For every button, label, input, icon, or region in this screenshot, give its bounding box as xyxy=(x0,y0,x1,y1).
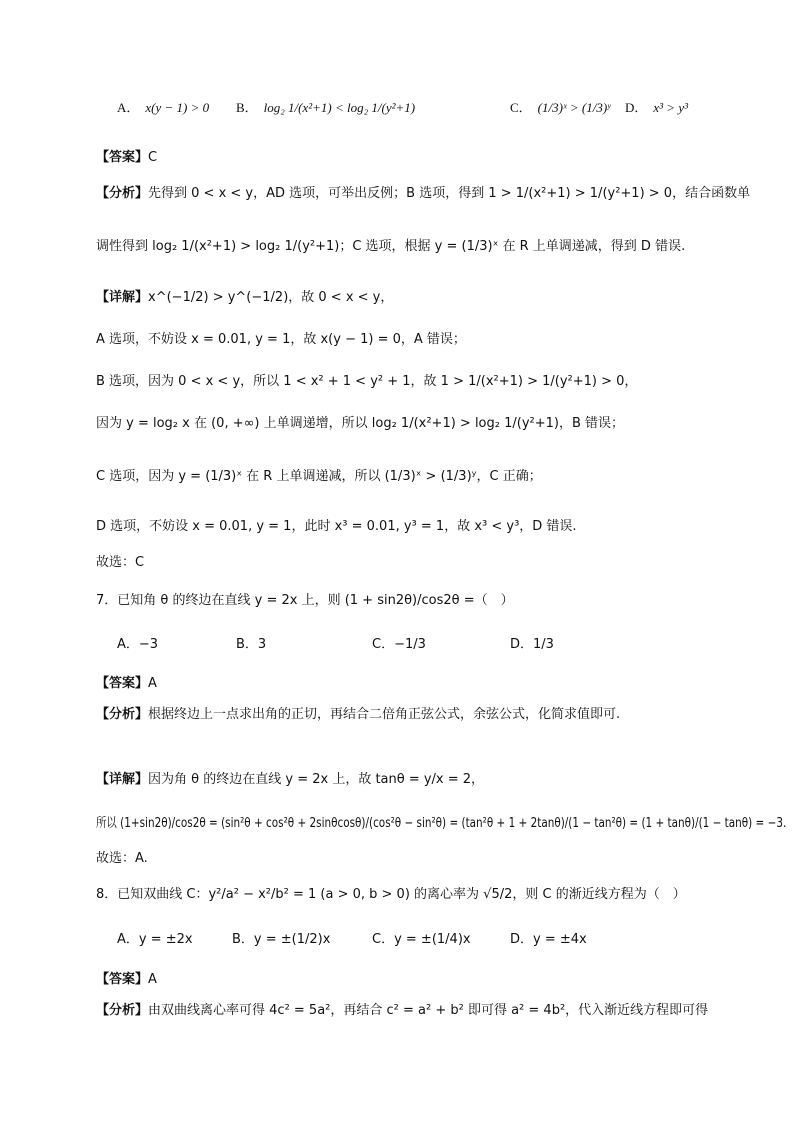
q6-option-d: D． x³ > y³ xyxy=(625,100,688,115)
q6-detail-line-2: A 选项，不妨设 x = 0.01, y = 1，故 x(y − 1) = 0，A 错误； xyxy=(96,332,466,347)
q7-choose: 故选：A. xyxy=(96,851,148,866)
q8-answer: 【答案】A xyxy=(96,972,157,987)
q6-answer: 【答案】C xyxy=(96,150,158,165)
q7-detail-line-1: 【详解】因为角 θ 的终边在直线 y = 2x 上，故 tanθ = y/x = 2， xyxy=(96,772,485,787)
q8-stem: 8．已知双曲线 C：y²/a² − x²/b² = 1 (a > 0, b > 0) 的离心率为 √5/2，则 C 的渐近线方程为（ ） xyxy=(96,887,686,902)
q7-option-d: D．1/3 xyxy=(510,637,554,652)
q8-option-d: D．y = ±4x xyxy=(510,932,587,947)
q6-detail-line-3: B 选项，因为 0 < x < y，所以 1 < x² + 1 < y² + 1，故 1 > 1/(x²+1) > 1/(y²+1) > 0， xyxy=(96,374,638,389)
q7-stem: 7．已知角 θ 的终边在直线 y = 2x 上，则 (1 + sin2θ)/cos2θ =（ ） xyxy=(96,593,514,608)
q8-option-c: C．y = ±(1/4)x xyxy=(372,932,471,947)
q7-option-c: C．−1/3 xyxy=(372,637,426,652)
q7-option-b: B．3 xyxy=(236,637,267,652)
q7-detail-line-2: 所以 (1+sin2θ)/cos2θ = (sin²θ + cos²θ + 2sinθcosθ)/(cos²θ − sin²θ) = (tan²θ + 1 + 2tanθ)/(1 − tan²θ) = (1 + tanθ)/(1 − tanθ) = −3. xyxy=(96,816,787,831)
q6-choose: 故选：C xyxy=(96,555,145,570)
q6-detail-line-1: 【详解】x^(−1/2) > y^(−1/2)，故 0 < x < y， xyxy=(96,290,394,305)
q6-option-a: A． x(y − 1) > 0 xyxy=(117,100,210,115)
q7-answer: 【答案】A xyxy=(96,676,157,691)
q6-analysis-line-1: 【分析】先得到 0 < x < y，AD 选项，可举出反例；B 选项，得到 1 > 1/(x²+1) > 1/(y²+1) > 0，结合函数单 xyxy=(96,186,751,201)
q8-option-a: A．y = ±2x xyxy=(117,932,193,947)
q6-detail-line-5: C 选项，因为 y = (1/3)ˣ 在 R 上单调递减，所以 (1/3)ˣ > (1/3)ʸ，C 正确； xyxy=(96,469,542,484)
q6-option-c: C． (1/3)ˣ > (1/3)ʸ xyxy=(510,100,611,115)
q8-analysis: 【分析】由双曲线离心率可得 4c² = 5a²，再结合 c² = a² + b² 即可得 a² = 4b²，代入渐近线方程即可得 xyxy=(96,1003,709,1018)
q7-option-a: A．−3 xyxy=(117,637,159,652)
q8-option-b: B．y = ±(1/2)x xyxy=(232,932,331,947)
q6-analysis-line-2: 调性得到 log₂ 1/(x²+1) > log₂ 1/(y²+1)；C 选项，根据 y = (1/3)ˣ 在 R 上单调递减，得到 D 错误. xyxy=(96,239,686,254)
q6-detail-line-4: 因为 y = log₂ x 在 (0, +∞) 上单调递增，所以 log₂ 1/(x²+1) > log₂ 1/(y²+1)，B 错误； xyxy=(96,416,625,431)
q6-option-b: B． log₂ 1/(x²+1) < log₂ 1/(y²+1) xyxy=(236,100,416,115)
q6-detail-line-6: D 选项，不妨设 x = 0.01, y = 1，此时 x³ = 0.01, y³ = 1，故 x³ < y³，D 错误. xyxy=(96,519,577,534)
q7-analysis: 【分析】根据终边上一点求出角的正切，再结合二倍角正弦公式，余弦公式，化简求值即可. xyxy=(96,707,621,722)
